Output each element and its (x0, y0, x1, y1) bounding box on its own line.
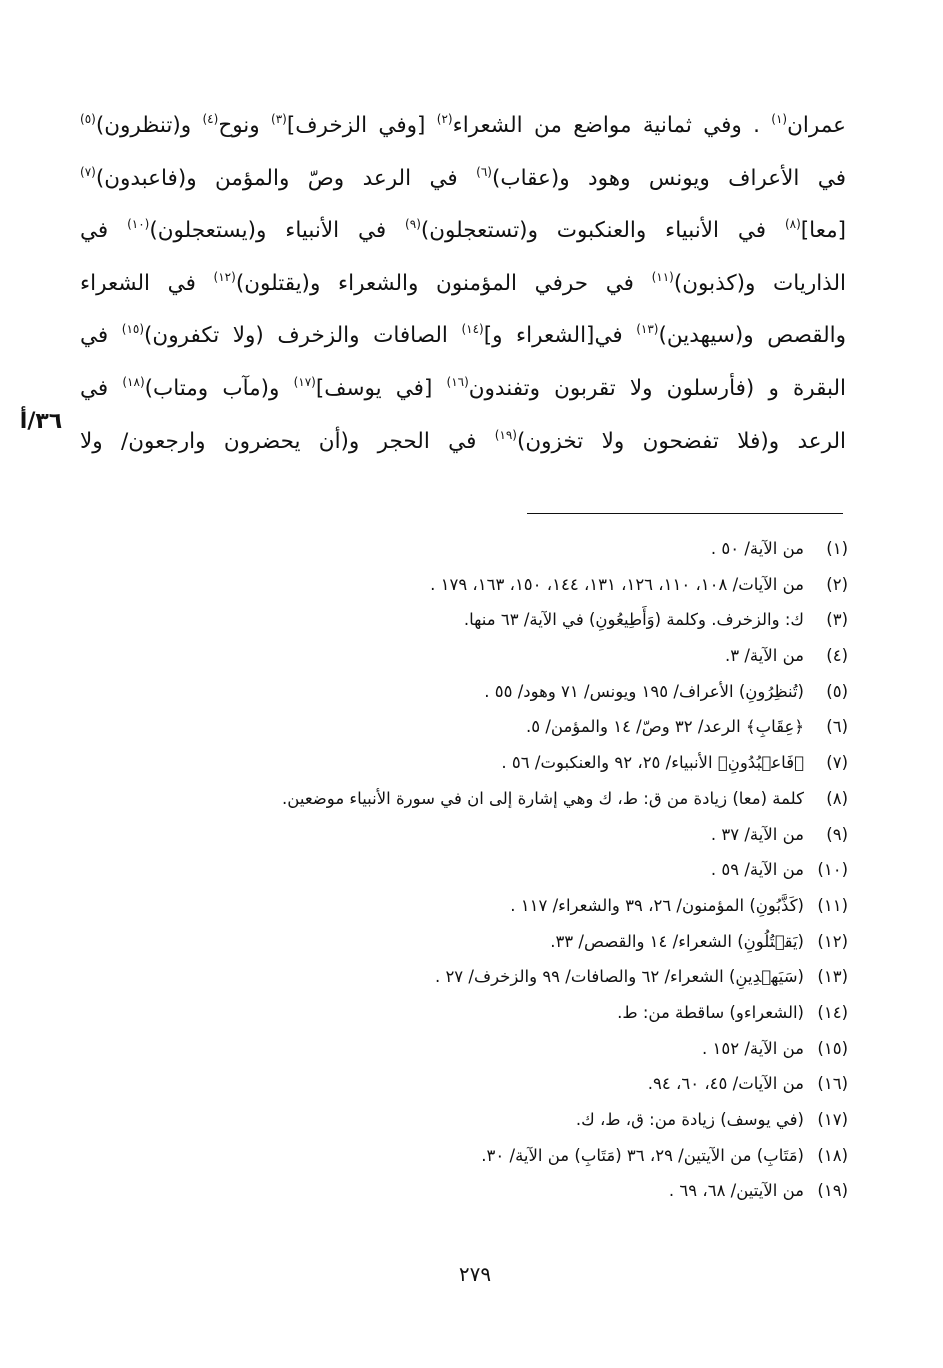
footnote-number: (٢) (826, 574, 848, 594)
text-run: في[الشعراء و] (483, 323, 637, 349)
footnote-number: (٣) (826, 610, 848, 630)
footnote-ref: (١١) (651, 269, 674, 284)
footnote-item (108, 1102, 848, 1138)
footnote-ref: (٣) (271, 112, 287, 126)
footnote-number: (١٤) (817, 1002, 848, 1022)
footnote-text: كلمة (معا) زيادة من ق: ط، ك وهي إشارة إلى ان في سورة الأنبياء موضعين. (282, 788, 804, 808)
text-run: والقصص و(سيهدين) (658, 323, 846, 349)
footnote-number: (٥) (826, 681, 848, 701)
text-run: في (80, 323, 122, 349)
footnote-item (108, 959, 848, 995)
footnote-item (108, 602, 848, 638)
footnote-ref: (١٤) (461, 322, 484, 337)
footnote-item (108, 567, 848, 603)
text-run: في الأنبياء و(يستعجلون) (149, 218, 406, 244)
footnote-text: من الآيات/ ١٠٨، ١١٠، ١٢٦، ١٣١، ١٤٤، ١٥٠، ١٦٣، ١٧٩ . (430, 574, 804, 594)
text-run: في (80, 375, 123, 401)
footnote-number: (١٠) (817, 860, 848, 880)
footnote-number: (١٥) (817, 1038, 848, 1058)
footnote-ref: (١٢) (213, 269, 236, 284)
text-run: [في يوسف] (315, 375, 447, 401)
footnote-item (108, 1138, 848, 1174)
footnote-ref: (٥) (80, 112, 96, 126)
main-text-line (80, 153, 846, 206)
main-text-line (80, 310, 846, 363)
text-run: [معا] (800, 218, 846, 244)
footnote-item (108, 1173, 848, 1209)
text-run: الصافات والزخرف (ولا تكفرون) (144, 323, 462, 349)
footnote-item (108, 1066, 848, 1102)
footnote-ref: (١٩) (494, 427, 517, 442)
footnote-ref: (٩) (405, 217, 421, 232)
footnote-number: (١٨) (817, 1145, 848, 1165)
footnote-item (108, 674, 848, 710)
text-run: في (80, 218, 128, 244)
footnote-number: (١٧) (817, 1110, 848, 1129)
text-run: [وفي الزخرف] (286, 113, 437, 138)
text-run: الرعد و(فلا تفضحون ولا تخزون) (516, 428, 846, 454)
footnote-item (108, 995, 848, 1031)
footnote-text: من الآية/ ٣٧ . (710, 824, 804, 844)
footnote-text: من الآيات/ ٤٥، ٦٠، ٩٤. (647, 1074, 804, 1094)
footnote-text: ك: والزخرف. وكلمة (وَأَطِيعُونِ) في الآية/ ٦٣ منها. (463, 610, 804, 630)
main-text-line (80, 205, 846, 258)
footnote-item (108, 852, 848, 888)
footnote-ref: (٢) (436, 112, 453, 126)
manuscript-folio-marker: ٣٦/أ (19, 409, 63, 434)
footnote-text: من الآية/ ٥٠ . (710, 539, 804, 558)
footnote-item (108, 781, 848, 817)
footnote-ref: (١٥) (121, 322, 145, 337)
footnote-text: ﴿عِقَابِ﴾ الرعد/ ٣٢ وصّ/ ١٤ والمؤمن/ ٥. (525, 717, 804, 737)
footnote-number: (٦) (826, 717, 848, 737)
page-number: ٢٧٩ (458, 1262, 492, 1286)
footnote-number: (١٢) (817, 931, 848, 951)
text-run: في الحجر و(أن يحضرون وارجعون/ ولا (80, 428, 495, 454)
footnote-text: من الآية/ ١٥٢ . (702, 1038, 804, 1058)
footnote-text: (سَيَهۡدِينِ) الشعراء/ ٦٢ والصافات/ ٩٩ والزخرف/ ٢٧ . (434, 967, 804, 987)
footnote-text: (الشعراءو) ساقطة من: ط. (617, 1002, 804, 1022)
footnote-ref: (١) (771, 112, 788, 126)
footnote-item (108, 817, 848, 853)
footnote-text: من الآيتين/ ٦٨، ٦٩ . (668, 1181, 804, 1201)
footnote-item (108, 745, 848, 781)
main-text-line (80, 100, 846, 153)
footnote-item (108, 531, 848, 567)
text-run: و(تنظرون) (95, 113, 203, 138)
footnote-text: من الآية/ ٥٩ . (710, 860, 804, 880)
text-run: في الأعراف ويونس وهود و(عقاب) (491, 165, 846, 191)
text-run: . وفي ثمانية مواضع من الشعراء (452, 113, 772, 138)
footnote-item (108, 1031, 848, 1067)
main-text-block (80, 100, 846, 468)
text-run: ونوح (218, 113, 272, 138)
footnote-number: (١٩) (817, 1181, 848, 1201)
text-run: في الشعراء (80, 270, 214, 296)
footnote-ref: (١٦) (446, 374, 469, 389)
footnote-item (108, 638, 848, 674)
footnote-number: (٤) (826, 646, 848, 666)
footnote-ref: (١٨) (122, 374, 145, 389)
main-text-line (80, 258, 846, 311)
footnote-separator (527, 513, 843, 514)
footnote-text: ﴿فَاعۡبُدُونِ﴾ الأنبياء/ ٢٥، ٩٢ والعنكبوت/ ٥٦ . (501, 753, 804, 773)
footnote-number: (٨) (826, 788, 848, 808)
main-text-line (80, 416, 846, 469)
footnote-ref: (١٧) (293, 374, 316, 389)
text-run: الذاريات و(كذبون) (673, 270, 846, 296)
text-run: في حرفي المؤمنون والشعراء و(يقتلون) (235, 270, 652, 296)
footnote-text: (كَذَّبُونِ) المؤمنون/ ٢٦، ٣٩ والشعراء/ ١١٧ . (510, 895, 804, 915)
footnote-ref: (١٣) (636, 322, 659, 337)
footnote-text: (يَقۡتُلُونِ) الشعراء/ ١٤ والقصص/ ٣٣. (550, 931, 804, 951)
footnote-number: (١٣) (817, 967, 848, 987)
footnote-item (108, 709, 848, 745)
footnote-text: (تُنظِرُونِ) الأعراف/ ١٩٥ ويونس/ ٧١ وهود/ ٥٥ . (484, 681, 804, 701)
footnotes-list (108, 531, 848, 1209)
footnote-ref: (٦) (476, 164, 492, 179)
footnote-text: من الآية/ ٣. (724, 646, 804, 666)
footnote-item (108, 888, 848, 924)
footnote-number: (٩) (826, 824, 848, 844)
footnote-number: (١١) (817, 895, 848, 915)
footnote-ref: (٤) (202, 112, 219, 126)
footnote-item (108, 924, 848, 960)
footnote-number: (١) (826, 539, 848, 558)
footnote-number: (١٦) (817, 1074, 848, 1094)
text-run: في الرعد وصّ والمؤمن و(فاعبدون) (95, 165, 477, 191)
text-run: و(مآب ومتاب) (144, 375, 294, 401)
footnote-ref: (٨) (784, 217, 801, 232)
footnote-ref: (١٠) (127, 217, 150, 232)
footnote-number: (٧) (826, 753, 848, 773)
main-text-line (80, 363, 846, 416)
footnote-ref: (٧) (80, 164, 96, 179)
footnote-text: (في يوسف) زيادة من: ق، ط، ك. (575, 1110, 804, 1129)
footnote-text: (مَتَابِ) من الآيتين/ ٢٩، ٣٦ (مَتَابِ) من الآية/ ٣٠. (481, 1145, 804, 1165)
text-run: البقرة و (فأرسلون ولا تقربون وتفندون (468, 375, 846, 401)
text-run: في الأنبياء والعنكبوت و(تستعجلون) (420, 218, 785, 244)
text-run: عمران (787, 113, 846, 138)
